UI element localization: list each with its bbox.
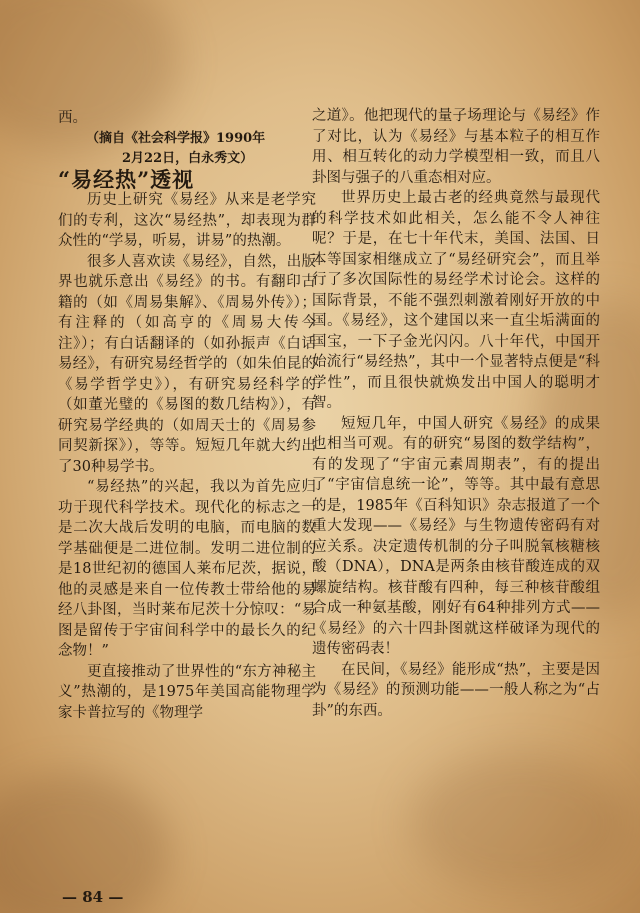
paragraph: 在民间，《易经》能形成“热”，主要是因为《易经》的预测功能——一般人称之为“占卦”的东西。 [312,661,600,719]
citation-line-2: 2月22日，白永秀文） [122,151,254,166]
paragraph: 世界历史上最古老的经典竟然与最现代的科学技术如此相关，怎么能不令人神往呢？于是，在七十年代末，美国、法国、日本等国家相继成立了“易经研究会”，而且举行了多次国际性的易经学术讨论会。这样的国际背景，不能不强烈刺激着刚好开放的中国。《易经》，这个建国以来一直尘垢满面的国宝，一下子金光闪闪。八十年代，中国开始流行“易经热”，其中一个显著特点便是“科学性”，而且很快就焕发出中国人的聪明才智。 [312,190,600,411]
paper-stain [410,753,630,893]
continued-text: 西。 [58,110,87,126]
article-title: “易经热”透视 [58,166,195,192]
paragraph: 很多人喜欢读《易经》，自然，出版界也就乐意出《易经》的书。有翻印古籍的（如《周易集解》、《周易外传》）；有注释的（如高亨的《周易大传今注》）；有白话翻译的（如孙振声《白话易经》，有研究易经哲学的（如朱伯昆的《易学哲学史》），有研究易经科学的（如董光璧的《易图的数几结构》），有研究易学经典的（如周天士的《周易参同契新探》），等等。短短几年就大约出了30种易学书。 [58,253,316,475]
paragraph: “易经热”的兴起，我以为首先应归功于现代科学技术。现代化的标志之一是二次大战后发明的电脑，而电脑的数学基础便是二进位制。发明二进位制的是18世纪初的德国人莱布尼茨，据说，他的灵感是来自一位传教士带给他的易经八卦图，当时莱布尼茨十分惊叹：“易图是留传于宇宙间科学中的最长久的纪念物！” [58,479,316,659]
right-column [312,106,600,721]
paragraph: 历史上研究《易经》从来是老学究们的专利，这次“易经热”，却表现为群众性的“学易，听易，讲易”的热潮。 [58,192,316,249]
paragraph: 更直接推动了世界性的“东方神秘主义”热潮的，是1975年美国高能物理学家卡普拉写的《物理学 [58,663,316,721]
paragraph: 之道》。他把现代的量子场理论与《易经》作了对比，认为《易经》与基本粒子的相互作用、相互转化的动力学模型相一致，而且八卦图与强子的八重态相对应。 [312,108,600,186]
paragraph: 短短几年，中国人研究《易经》的成果也相当可观。有的研究“易图的数学结构”，有的发现了“宇宙元素周期表”，有的提出了“宇宙信息统一论”，等等。其中最有意思的是，1985年《百科知识》杂志报道了一个重大发现——《易经》与生物遗传密码有对应关系。决定遗传机制的分子叫脱氧核糖核酸（DNA），DNA是两条由核苷酸连成的双螺旋结构。核苷酸有四种，每三种核苷酸组合成一种氨基酸，刚好有64种排列方式——《易经》的六十四卦图就这样破译为现代的遗传密码表！ [312,415,600,657]
left-column [58,108,316,723]
page-number: — 84 — [62,888,124,906]
citation-line-1: （摘自《社会科学报》1990年 [86,130,266,146]
